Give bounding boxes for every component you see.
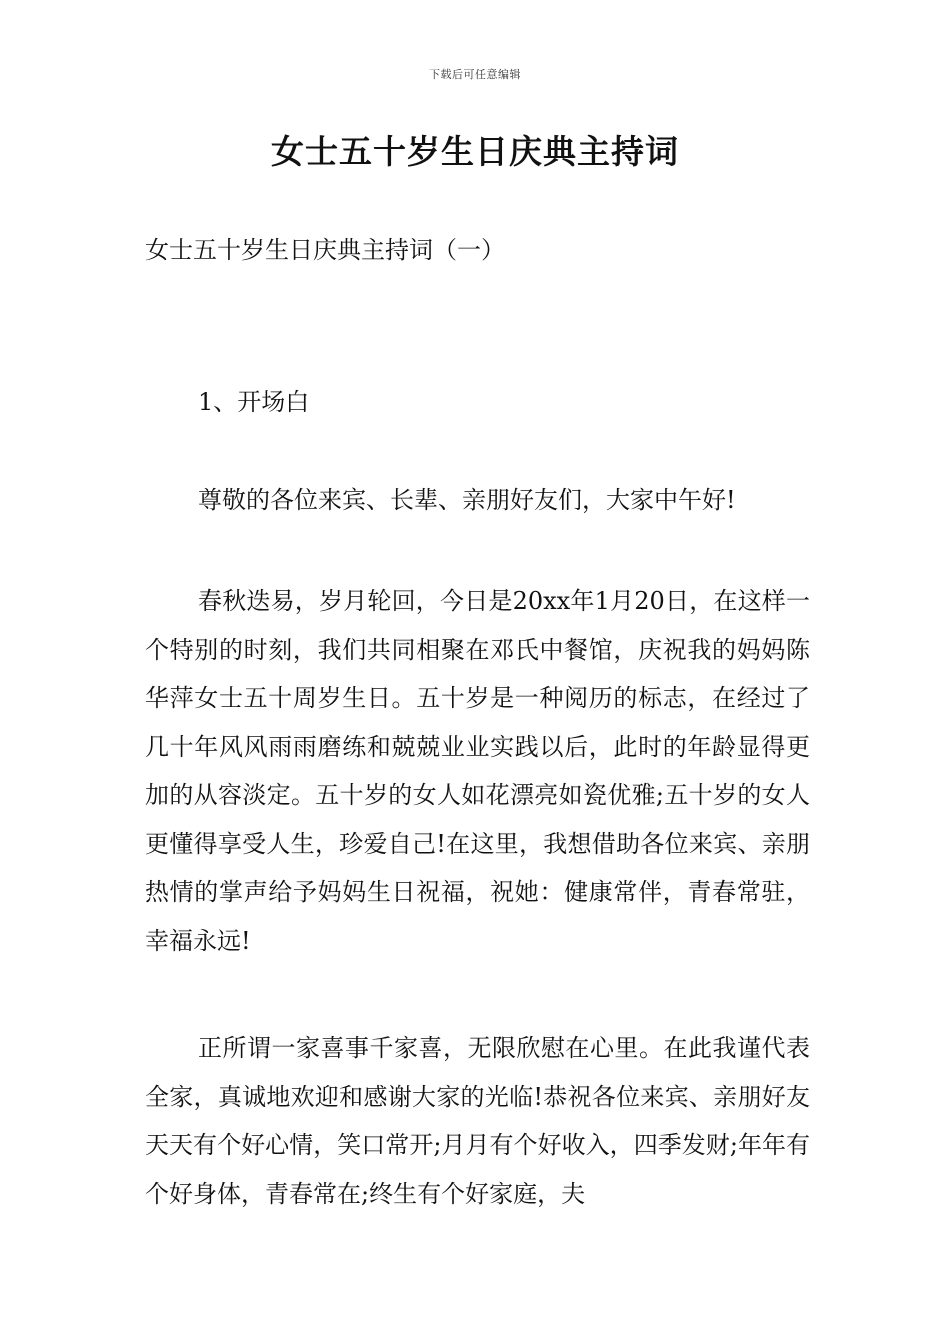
paragraph-greeting: 尊敬的各位来宾、长辈、亲朋好友们，大家中午好! bbox=[198, 486, 736, 514]
item-heading: 1、开场白 bbox=[198, 388, 310, 416]
document-title: 女士五十岁生日庆典主持词 bbox=[271, 132, 679, 171]
header-note: 下载后可任意编辑 bbox=[429, 68, 521, 81]
paragraph-body: 春秋迭易，岁月轮回，今日是20xx年1月20日，在这样一个特别的时刻，我们共同相聚在邓氏中餐馆，庆祝我的妈妈陈华萍女士五十周岁生日。五十岁是一种阅历的标志，在经过了几十年风风雨雨磨练和兢兢业业实践以后，此时的年龄显得更加的从容淡定。五十岁的女人如花漂亮如瓷优雅;五十岁的女人更懂得享受人生，珍爱自己!在这里，我想借助各位来宾、亲朋热情的掌声给予妈妈生日祝福，祝她：健康常伴，青春常驻，幸福永远! bbox=[145, 587, 810, 955]
section-heading: 女士五十岁生日庆典主持词（一） bbox=[145, 236, 505, 264]
paragraph-thanks: 正所谓一家喜事千家喜，无限欣慰在心里。在此我谨代表全家，真诚地欢迎和感谢大家的光临!恭祝各位来宾、亲朋好友天天有个好心情，笑口常开;月月有个好收入，四季发财;年年有个好身体，青春常在;终生有个好家庭，夫 bbox=[145, 1034, 810, 1208]
